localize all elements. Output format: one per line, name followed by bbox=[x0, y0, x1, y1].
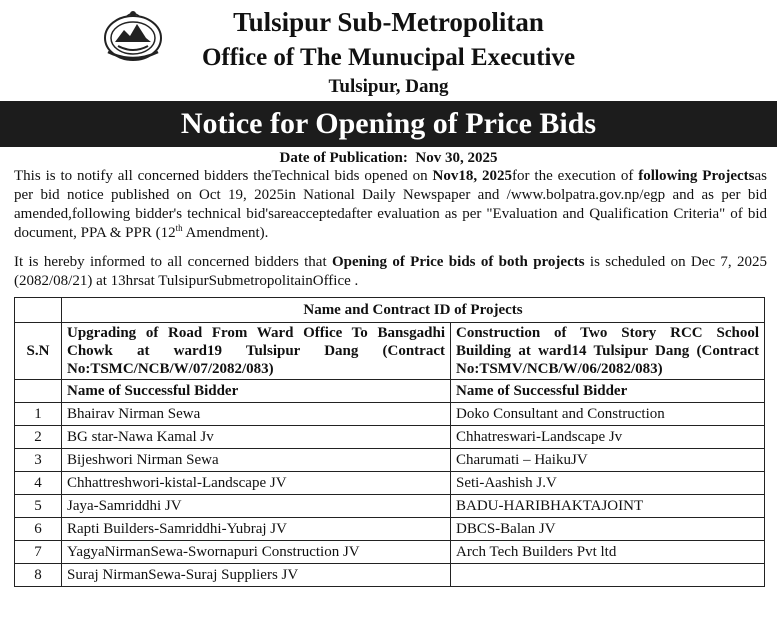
project-1-bidder: Jaya-Samriddhi JV bbox=[62, 495, 451, 518]
notice-paragraph-1 bbox=[14, 167, 767, 243]
project-2-bidder: Arch Tech Builders Pvt ltd bbox=[451, 541, 765, 564]
notice-paragraph-2 bbox=[14, 253, 767, 291]
row-sn: 6 bbox=[15, 518, 62, 541]
table-row bbox=[15, 564, 765, 587]
table-row bbox=[15, 449, 765, 472]
project-2-bidder: DBCS-Balan JV bbox=[451, 518, 765, 541]
project-2-bidder: BADU-HARIBHAKTAJOINT bbox=[451, 495, 765, 518]
project-1-bidder: Suraj NirmanSewa-Suraj Suppliers JV bbox=[62, 564, 451, 587]
row-sn: 1 bbox=[15, 403, 62, 426]
project-2-bidder bbox=[451, 564, 765, 587]
project-1-bidder: Bhairav Nirman Sewa bbox=[62, 403, 451, 426]
table-row bbox=[15, 426, 765, 449]
notice-title: Notice for Opening of Price Bids bbox=[0, 101, 777, 147]
project-1-bidder: Chhattreshwori-kistal-Landscape JV bbox=[62, 472, 451, 495]
office-subtitle: Office of The Munucipal Executive bbox=[201, 44, 576, 71]
project-1-title: Upgrading of Road From Ward Office To Bansgadhi Chowk at ward19 Tulsipur Dang (Contract No:TSMC/NCB/W/07/2082/083) bbox=[62, 323, 451, 380]
row-sn: 4 bbox=[15, 472, 62, 495]
row-sn: 5 bbox=[15, 495, 62, 518]
table-row bbox=[15, 403, 765, 426]
group-header: Name and Contract ID of Projects bbox=[62, 298, 765, 323]
project-1-bidder: BG star-Nawa Kamal Jv bbox=[62, 426, 451, 449]
project-header-row bbox=[15, 323, 765, 380]
publication-date-value: Nov 30, 2025 bbox=[415, 150, 498, 166]
p2-text-2: is scheduled on Dec 7, 2025 (2082/08/21) at 13hrsat TulsipurSubmetropolitainOffice . bbox=[14, 254, 767, 289]
project-2-bidder: Chhatreswari-Landscape Jv bbox=[451, 426, 765, 449]
p1-bold-projects: following Projects bbox=[638, 168, 755, 184]
p1-text-1: This is to notify all concerned bidders theTechnical bids opened on bbox=[14, 168, 433, 184]
office-title: Tulsipur Sub-Metropolitan bbox=[233, 7, 544, 37]
project-1-bidder: YagyaNirmanSewa-Swornapuri Construction JV bbox=[62, 541, 451, 564]
header bbox=[0, 0, 777, 96]
empty-cell bbox=[15, 380, 62, 403]
bidder-header-row bbox=[15, 380, 765, 403]
empty-cell bbox=[15, 298, 62, 323]
table-row bbox=[15, 518, 765, 541]
table-row bbox=[15, 541, 765, 564]
sn-header: S.N bbox=[15, 323, 62, 380]
table-group-header-row bbox=[15, 298, 765, 323]
project-1-bidder: Bijeshwori Nirman Sewa bbox=[62, 449, 451, 472]
p1-text-2: for the execution of bbox=[512, 168, 639, 184]
p2-text-1: It is hereby informed to all concerned bidders that bbox=[14, 254, 332, 270]
project-2-bidder-label: Name of Successful Bidder bbox=[451, 380, 765, 403]
bidders-table bbox=[14, 297, 765, 587]
p1-text-4: Amendment). bbox=[182, 225, 269, 241]
project-2-bidder: Seti-Aashish J.V bbox=[451, 472, 765, 495]
project-2-bidder: Doko Consultant and Construction bbox=[451, 403, 765, 426]
project-1-bidder: Rapti Builders-Samriddhi-Yubraj JV bbox=[62, 518, 451, 541]
p1-superscript: th bbox=[175, 223, 183, 233]
p1-bold-date: Nov18, 2025 bbox=[432, 168, 513, 184]
publication-date bbox=[0, 149, 777, 167]
row-sn: 8 bbox=[15, 564, 62, 587]
p1-text-3: as per bid notice published on Oct 19, 2025in National Daily Newspaper and /www.bolpatra.gov.np/egp and as per bid amended,following bidder's technical bid'sareacceptedafter evaluation as per "Evaluation and Qualification Criteria" of bid document, PPA & PPR (12 bbox=[14, 168, 767, 241]
project-1-bidder-label: Name of Successful Bidder bbox=[62, 380, 451, 403]
project-2-bidder: Charumati – HaikuJV bbox=[451, 449, 765, 472]
publication-date-label: Date of Publication: bbox=[279, 150, 408, 166]
row-sn: 2 bbox=[15, 426, 62, 449]
office-location: Tulsipur, Dang bbox=[328, 76, 449, 97]
p2-bold-text: Opening of Price bids of both projects bbox=[331, 254, 585, 270]
project-2-title: Construction of Two Story RCC School Building at ward14 Tulsipur Dang (Contract No:TSMV/NCB/W/06/2082/083) bbox=[451, 323, 765, 380]
table-row bbox=[15, 495, 765, 518]
row-sn: 7 bbox=[15, 541, 62, 564]
row-sn: 3 bbox=[15, 449, 62, 472]
table-row bbox=[15, 472, 765, 495]
